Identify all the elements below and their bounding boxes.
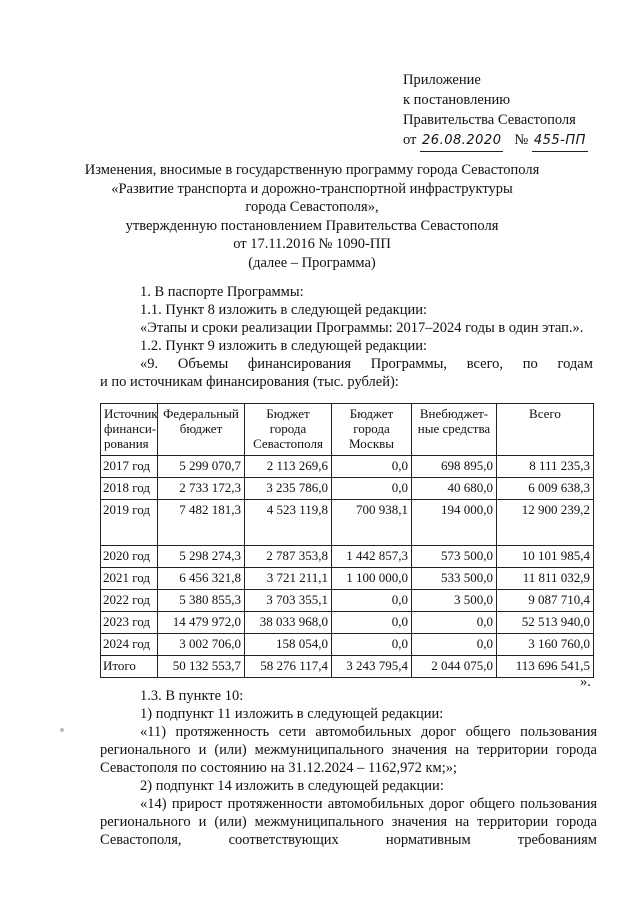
value-cell: 2 113 269,6 (245, 456, 332, 478)
value-cell: 40 680,0 (412, 478, 497, 500)
value-cell: 58 276 117,4 (245, 656, 332, 678)
word: финансирования (247, 356, 351, 372)
appendix-line: к постановлению (403, 92, 511, 108)
value-cell: 3 160 760,0 (497, 634, 594, 656)
row-label-cell: 2024 год (101, 634, 158, 656)
word: (или) (214, 742, 247, 758)
word: города (556, 814, 597, 830)
word: пользования (520, 724, 597, 740)
word: Севастополя, (100, 832, 182, 848)
number-prefix: № (514, 132, 529, 148)
table-header-cell: Бюджет города Москвы (332, 404, 412, 456)
value-cell: 0,0 (332, 590, 412, 612)
scan-dot (60, 728, 64, 732)
financing-table (100, 403, 594, 678)
paragraph: «Этапы и сроки реализации Программы: 2017–2024 годы в один этап.». (140, 320, 584, 336)
word: «11) (140, 724, 167, 740)
word: автомобильных (327, 796, 425, 812)
word: города (556, 742, 597, 758)
value-cell: 3 243 795,4 (332, 656, 412, 678)
paragraph: 1) подпункт 11 изложить в следующей редакции: (140, 706, 444, 722)
title-line: «Развитие транспорта и дорожно-транспортной инфраструктуры (111, 180, 513, 197)
word: требованиям (517, 832, 597, 848)
word: сети (278, 724, 306, 740)
paragraph: и по источникам финансирования (тыс. рублей): (100, 374, 399, 390)
value-cell: 0,0 (332, 634, 412, 656)
value-cell: 10 101 985,4 (497, 546, 594, 568)
value-cell: 8 111 235,3 (497, 456, 594, 478)
word: территории (477, 742, 549, 758)
value-cell: 14 479 972,0 (158, 612, 245, 634)
value-cell: 533 500,0 (412, 568, 497, 590)
row-label-cell: 2022 год (101, 590, 158, 612)
word: значения (391, 814, 447, 830)
value-cell: 1 442 857,3 (332, 546, 412, 568)
word: регионального (100, 742, 191, 758)
title-line: (далее – Программа) (248, 254, 376, 271)
value-cell: 3 235 786,0 (245, 478, 332, 500)
word: «9. (140, 356, 159, 372)
date-prefix: от (403, 132, 417, 148)
value-cell: 0,0 (332, 612, 412, 634)
value-cell: 0,0 (332, 478, 412, 500)
appendix-line: Приложение (403, 72, 481, 88)
title-line: города Севастополя», (245, 199, 379, 215)
row-label-cell: 2018 год (101, 478, 158, 500)
justified-line (140, 356, 593, 373)
justified-line (100, 742, 597, 759)
row-label-cell: 2021 год (101, 568, 158, 590)
justified-line (100, 832, 597, 849)
value-cell: 573 500,0 (412, 546, 497, 568)
title-line: утвержденную постановлением Правительства Севастополя (125, 217, 499, 234)
value-cell: 2 733 172,3 (158, 478, 245, 500)
word: межмуниципального (254, 814, 384, 830)
table-header-cell: Всего (497, 404, 594, 456)
value-cell: 3 721 211,1 (245, 568, 332, 590)
row-label-cell: 2023 год (101, 612, 158, 634)
word: годам (557, 356, 593, 372)
word: Программы, (370, 356, 448, 372)
table-header-cell: Федеральный бюджет (158, 404, 245, 456)
table-row (101, 590, 594, 612)
value-cell: 158 054,0 (245, 634, 332, 656)
value-cell: 194 000,0 (412, 500, 497, 546)
table-header-cell: Источник финанси-рования (101, 404, 158, 456)
value-cell: 700 938,1 (332, 500, 412, 546)
word: общего (469, 796, 515, 812)
value-cell: 3 002 706,0 (158, 634, 245, 656)
value-cell: 5 299 070,7 (158, 456, 245, 478)
justified-line (100, 814, 597, 831)
appendix-line: Правительства Севастополя (403, 112, 576, 128)
value-cell: 5 380 855,3 (158, 590, 245, 612)
value-cell: 9 087 710,4 (497, 590, 594, 612)
word: протяженность (175, 724, 270, 740)
justified-line (140, 796, 597, 813)
word: и (198, 814, 207, 830)
justified-line (140, 724, 597, 741)
value-cell: 50 132 553,7 (158, 656, 245, 678)
value-cell: 3 703 355,1 (245, 590, 332, 612)
appendix-date-line (403, 130, 603, 152)
word: автомобильных (315, 724, 412, 740)
value-cell: 6 009 638,3 (497, 478, 594, 500)
value-cell: 0,0 (412, 634, 497, 656)
value-cell: 38 033 968,0 (245, 612, 332, 634)
table-header-row (101, 404, 594, 456)
value-cell: 7 482 181,3 (158, 500, 245, 546)
value-cell: 4 523 119,8 (245, 500, 332, 546)
value-cell: 2 787 353,8 (245, 546, 332, 568)
row-label-cell: 2020 год (101, 546, 158, 568)
word: (или) (214, 814, 247, 830)
row-label-cell: Итого (101, 656, 158, 678)
word: дорог (421, 724, 457, 740)
appendix-block (403, 70, 603, 152)
paragraph: 1.1. Пункт 8 изложить в следующей редакции: (140, 302, 428, 318)
word: регионального (100, 814, 191, 830)
paragraph: 2) подпункт 14 изложить в следующей редакции: (140, 778, 444, 794)
paragraph: Севастополя по состоянию на 31.12.2024 – 1162,972 км;»; (100, 760, 457, 776)
date-value: 26.08.2020 (420, 131, 503, 152)
table-row (101, 500, 594, 546)
document-title (30, 161, 594, 272)
value-cell: 2 044 075,0 (412, 656, 497, 678)
value-cell: 698 895,0 (412, 456, 497, 478)
word: значения (391, 742, 447, 758)
value-cell: 0,0 (332, 456, 412, 478)
value-cell: 5 298 274,3 (158, 546, 245, 568)
word: и (198, 742, 207, 758)
word: всего, (466, 356, 504, 372)
table-header-cell: Внебюджет-ные средства (412, 404, 497, 456)
value-cell: 11 811 032,9 (497, 568, 594, 590)
word: прирост (171, 796, 223, 812)
table-row (101, 612, 594, 634)
word: общего (465, 724, 511, 740)
row-label-cell: 2019 год (101, 500, 158, 546)
value-cell: 12 900 239,2 (497, 500, 594, 546)
table-row (101, 568, 594, 590)
word: протяженности (227, 796, 323, 812)
section-heading: 1.3. В пункте 10: (140, 688, 244, 704)
value-cell: 0,0 (412, 612, 497, 634)
section-heading: 1. В паспорте Программы: (140, 284, 304, 300)
word: по (522, 356, 538, 372)
number-value: 455-ПП (532, 131, 588, 152)
table-header-cell: Бюджет города Севастополя (245, 404, 332, 456)
value-cell: 113 696 541,5 (497, 656, 594, 678)
table-row (101, 656, 594, 678)
value-cell: 52 513 940,0 (497, 612, 594, 634)
row-label-cell: 2017 год (101, 456, 158, 478)
table-row (101, 478, 594, 500)
value-cell: 6 456 321,8 (158, 568, 245, 590)
value-cell: 1 100 000,0 (332, 568, 412, 590)
word: нормативным (385, 832, 471, 848)
word: на (454, 814, 470, 830)
word: территории (477, 814, 549, 830)
table-row (101, 456, 594, 478)
table-row (101, 634, 594, 656)
paragraph: 1.2. Пункт 9 изложить в следующей редакции: (140, 338, 428, 354)
word: дорог (429, 796, 465, 812)
title-line: от 17.11.2016 № 1090-ПП (233, 236, 391, 252)
word: на (454, 742, 470, 758)
table-row (101, 546, 594, 568)
word: межмуниципального (254, 742, 384, 758)
word: пользования (520, 796, 597, 812)
title-line: Изменения, вносимые в государственную программу города Севастополя (84, 162, 540, 178)
word: Объемы (177, 356, 229, 372)
value-cell: 3 500,0 (412, 590, 497, 612)
word: «14) (140, 796, 167, 812)
word: соответствующих (228, 832, 339, 848)
table-closing-quote: ». (580, 674, 591, 690)
